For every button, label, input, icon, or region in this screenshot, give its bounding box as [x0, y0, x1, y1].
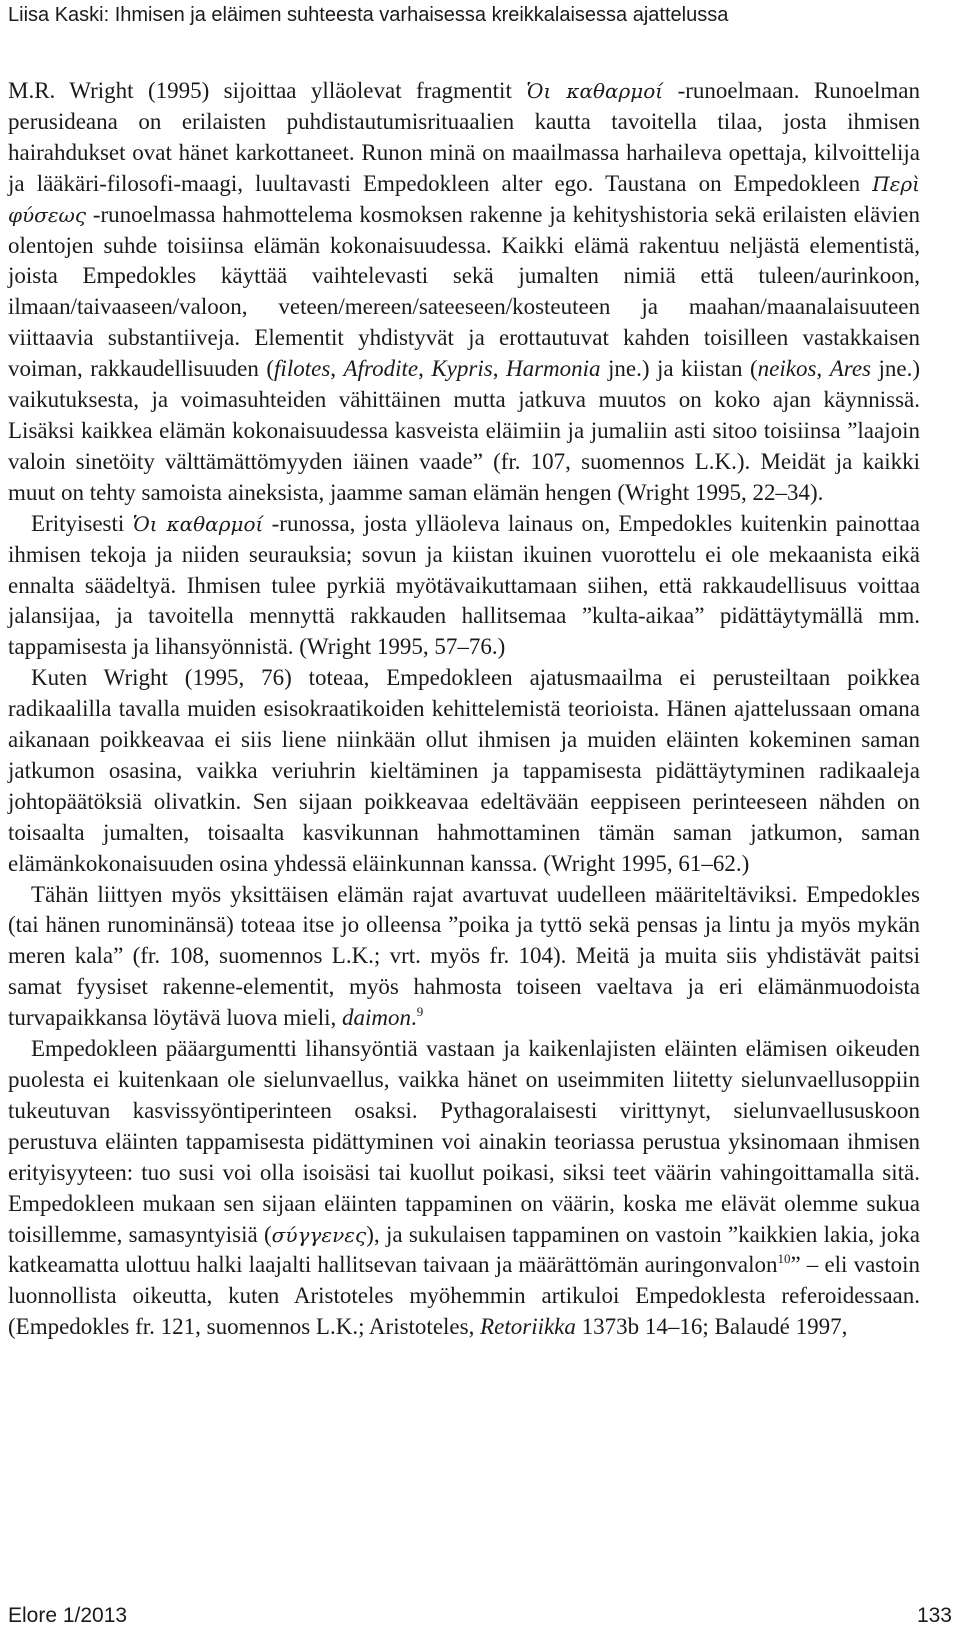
- text-run: jne.) ja kiistan (: [600, 356, 758, 382]
- text-run: ,: [816, 356, 830, 382]
- page-number: 133: [916, 1604, 952, 1627]
- italic-term: Afrodite: [343, 356, 419, 382]
- paragraph: [8, 880, 920, 1035]
- text-run: ,: [418, 356, 432, 382]
- text-run: Kuten Wright (1995, 76) toteaa, Empedokleen ajatusmaailma ei perusteiltaan poikkea radikaalilla tavalla muiden esisokraatikoiden kehittelemistä teorioista. Hänen ajattelussaan omana aikanaan poikkeavaa ei siis liene niinkään ollut ihmisen ja muiden eläinten kokeminen saman jatkumon osasina, vaikka veriuhrin kieltäminen ja tappamisesta pidättäytyminen radikaaleja johtopäätöksiä olivatkin. Sen sijaan poikkeavaa edeltävään eeppiseen perinteeseen nähden on toisaalta jumalten, toisaalta kasvikunnan hahmottaminen tämän saman jatkumon, saman elämänkokonaisuuden osina yhdessä eläinkunnan kanssa. (Wright 1995, 61–62.): [8, 665, 920, 876]
- italic-term: Kypris: [431, 356, 493, 382]
- greek-term: Ὁι καθαρμοί: [132, 511, 264, 536]
- running-footer: [8, 1603, 952, 1629]
- greek-term: σύγγενες: [271, 1222, 367, 1247]
- paragraph: [8, 76, 920, 509]
- text-run: ), ja sukulaisen tappaminen on vastoin ”kaikkien lakia, joka katkeamatta ulottuu halki laajalti hallitsevan taivaan ja määrättömän auringonvalon: [8, 1221, 920, 1278]
- text-run: ” – eli vastoin luonnollista oikeutta, kuten Aristoteles myöhemmin artikuloi Empedoklesta referoidessaan. (Empedokles fr. 121, suomennos L.K.; Aristoteles,: [8, 1252, 921, 1340]
- text-run: Erityisesti: [31, 510, 133, 536]
- italic-term: neikos: [757, 356, 817, 382]
- running-title: Liisa Kaski: Ihmisen ja eläimen suhteesta varhaisessa kreikkalaisessa ajattelussa: [8, 4, 729, 26]
- paragraph: [8, 663, 920, 879]
- text-run: -runoelmassa hahmottelema kosmoksen rakenne ja kehityshistoria sekä erilaisten elävien olentojen suhde toisiinsa elämän kokonaisuudessa. Kaikki elämä rakentuu neljästä elementistä, joista Empedokles käyttää vaihtelevasti sekä jumalten nimiä että tuleen/aurinkoon, ilmaan/taivaaseen/valoon, veteen/mereen/sateeseen/kosteuteen ja maahan/maanalaisuuteen viittaavia substantiiveja. Elementit yhdistyvät ja erottautuvat kahden toisilleen vastakkaisen voiman, rakkaudellisuuden (: [8, 201, 920, 382]
- text-run: 1373b 14–16; Balaudé 1997,: [575, 1314, 848, 1340]
- text-run: -runoelmaan. Runoelman perusideana on erilaisten puhdistautumisrituaalien kautta tavoitella tilaa, josta ihmisen hairahdukset ovat hänet karkottaneet. Runon minä on maailmassa harhaileva opettaja, kilvoittelija ja lääkäri-filosofi-maagi, luultavasti Empedokleen alter ego. Taustana on Empedokleen: [8, 78, 920, 196]
- text-run: -runossa, josta ylläoleva lainaus on, Empedokles kuitenkin painottaa ihmisen tekoja ja niiden seurauksia; sovun ja kiistan ikuinen vuorottelu ei ole mekaanista eikä ennalta säädeltyä. Ihmisen tulee pyrkiä myötävaikuttamaan siihen, että rakkaudellisuus voittaa jalansijaa, ja tavoitella mennyttä rakkauden hallitsemaa ”kulta-aikaa” pidättäytymällä mm. tappamisesta ja lihansyönnistä. (Wright 1995, 57–76.): [8, 510, 920, 660]
- article-body: [8, 76, 920, 1343]
- italic-term: filotes: [274, 356, 331, 382]
- text-run: Tähän liittyen myös yksittäisen elämän rajat avartuvat uudelleen määriteltäviksi. Empedokles (tai hänen runominänsä) toteaa itse jo olleensa ”poika ja tyttö sekä pensas ja lintu ja myös mykän meren kala” (fr. 108, suomennos L.K.; vrt. myös fr. 104). Meitä ja muita siis yhdistävät paitsi samat fyysiset rakenne-elementit, myös hahmosta toiseen vaeltava ja eri elämänmuodoista turvapaikkansa löytävä luova mieli,: [8, 881, 920, 1031]
- paragraph: [8, 1034, 920, 1343]
- text-run: ,: [492, 356, 506, 382]
- italic-term: daimon: [342, 1005, 412, 1031]
- greek-term: Ὁι καθαρμοί: [526, 79, 664, 103]
- greek-term: Περὶ φύσεως: [8, 171, 920, 227]
- italic-term: Retoriikka: [480, 1314, 576, 1340]
- italic-term: Ares: [829, 356, 871, 382]
- italic-term: Harmonia: [505, 356, 601, 382]
- text-run: ,: [330, 356, 344, 382]
- text-run: Empedokleen pääargumentti lihansyöntiä vastaan ja kaikenlajisten eläinten elämisen oikeuden puolesta ei kuitenkaan ole sielunvaellus, vaikka hänet on useimmiten liitetty sielunvaellusoppiin tukeutuvan kasvissyöntiperinteen osaksi. Pythagoralaisesti virittynyt, sielunvaellususkoon perustuva eläinten tappamisesta pidättyminen voi ainakin teoriassa perustua yksinomaan ihmisen erityisyyteen: tuo susi voi olla isoisäsi tai kuollut poikasi, siksi teet väärin vahingoittamalla sitä. Empedokleen mukaan sen sijaan eläinten tappaminen on väärin, koska me elävät olemme sukua toisillemme, samasyntyisiä (: [8, 1036, 920, 1247]
- text-run: M.R. Wright (1995) sijoittaa ylläolevat fragmentit: [8, 78, 527, 103]
- journal-issue: Elore 1/2013: [8, 1604, 128, 1627]
- text-run: .: [411, 1005, 417, 1031]
- footnote-marker: 10: [777, 1251, 791, 1267]
- text-run: jne.) vaikutuksesta, ja voimasuhteiden vähittäinen mutta jatkuva muutos on koko ajan käynnissä. Lisäksi kaikkea elämän kokonaisuudessa kasveista eläimiin ja jumaliin asti sitoo toisiinsa ”laajoin valoin sinetöity välttämättömyyden iäinen vaade” (fr. 107, suomennos L.K.). Meidät ja kaikki muut on tehty samoista aineksista, jaamme saman elämän hengen (Wright 1995, 22–34).: [8, 356, 921, 505]
- footnote-marker: 9: [416, 1004, 424, 1020]
- running-header: [8, 2, 952, 28]
- paragraph: [8, 509, 920, 664]
